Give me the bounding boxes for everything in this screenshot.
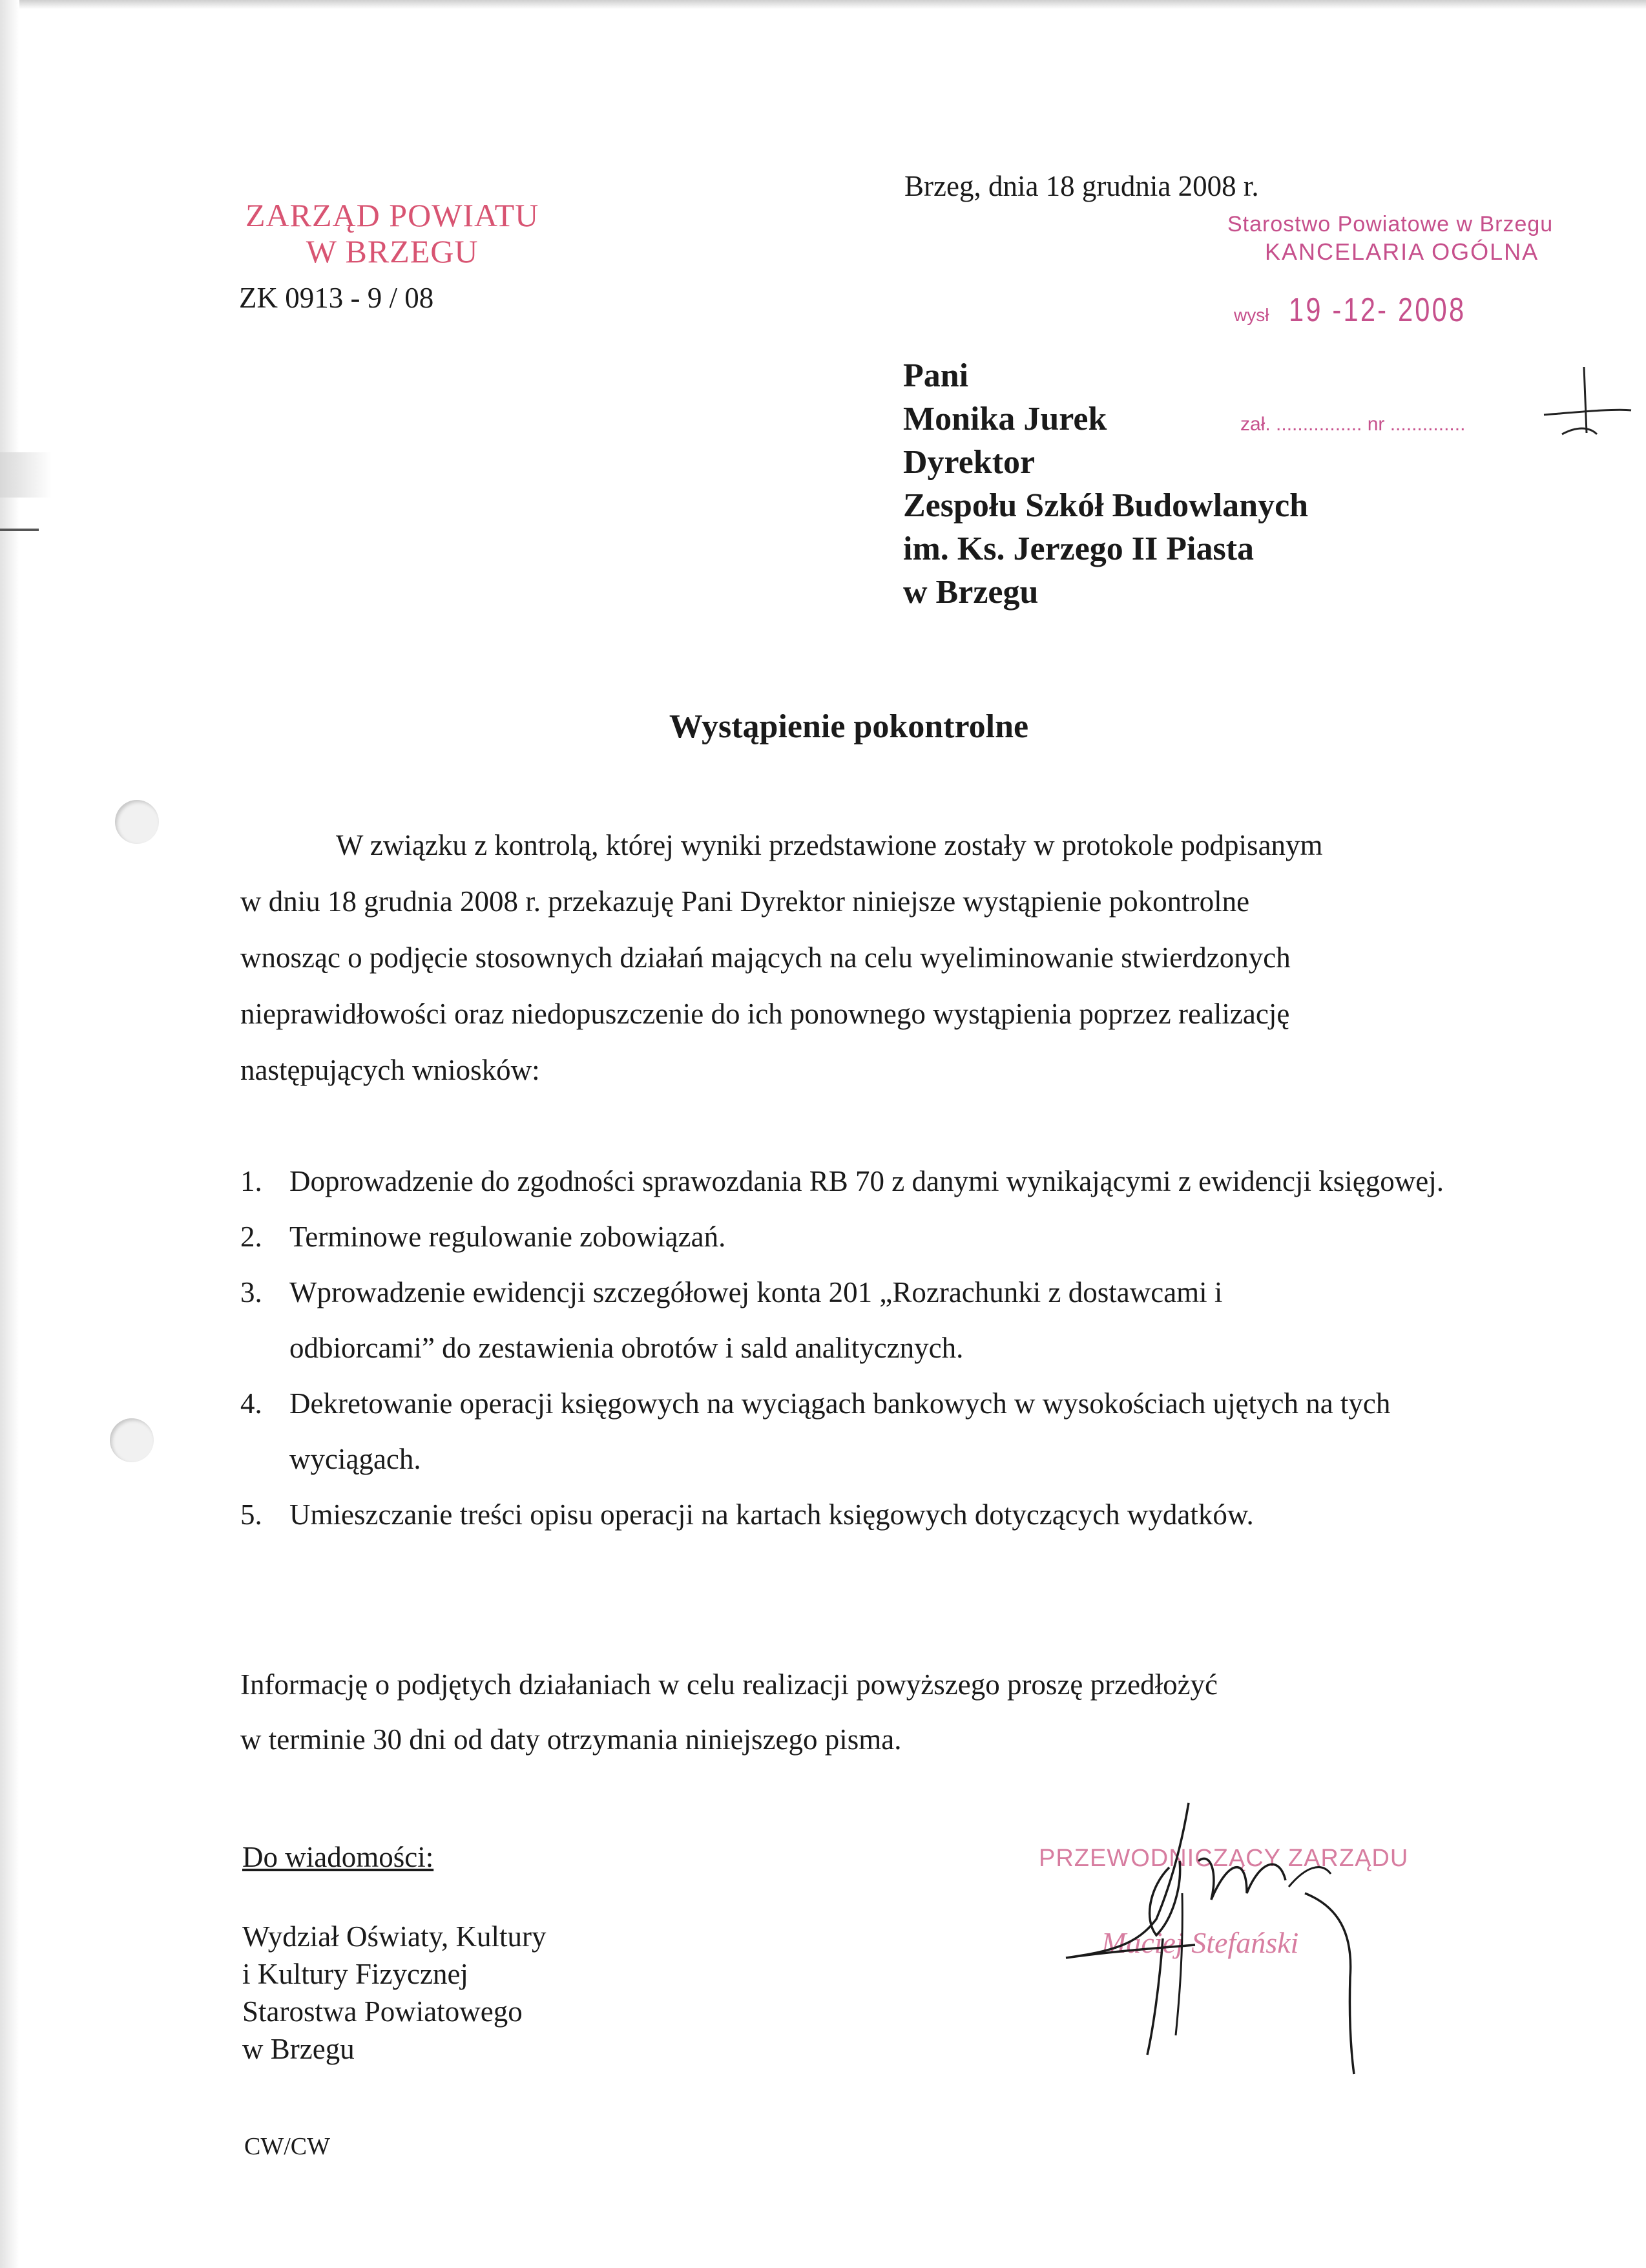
addressee-line: Dyrektor xyxy=(903,444,1036,481)
sent-date: 19 -12- 2008 xyxy=(1288,291,1466,329)
intro-line: wnosząc o podjęcie stosownych działań mających na celu wyeliminowanie stwierdzonych xyxy=(240,941,1291,974)
punch-hole-bottom xyxy=(110,1418,154,1462)
cc-line: i Kultury Fizycznej xyxy=(242,1958,468,1990)
handwritten-signature xyxy=(1034,1790,1421,2100)
punch-hole-top xyxy=(115,800,159,844)
intro-line: nieprawidłowości oraz niedopuszczenie do ich ponownego wystąpienia poprzez realizację xyxy=(240,998,1290,1030)
closing-line: Informację o podjętych działaniach w celu realizacji powyższego proszę przedłożyć xyxy=(240,1668,1218,1701)
cc-line: w Brzegu xyxy=(242,2033,355,2065)
intro-paragraph xyxy=(240,817,1422,1098)
signatory-name-stamp: Maciej Stefański xyxy=(1101,1926,1299,1959)
addressee-line: Monika Jurek xyxy=(903,401,1107,437)
list-item xyxy=(240,1153,1468,1209)
receipt-stamp-attachment: zał. ................ nr .............. xyxy=(1240,414,1466,435)
intro-line: W związku z kontrolą, której wyniki przedstawione zostały w protokole podpisanym xyxy=(336,829,1323,861)
cc-line: Wydział Oświaty, Kultury xyxy=(242,1920,547,1953)
list-item-number: 5. xyxy=(240,1498,262,1531)
issuer-stamp-line-1: ZARZĄD POWIATU xyxy=(245,197,539,233)
cc-recipients xyxy=(242,1918,547,2068)
scan-edge-left xyxy=(0,0,19,2268)
list-item xyxy=(240,1487,1468,1542)
closing-paragraph xyxy=(240,1657,1218,1767)
document-title: Wystąpienie pokontrolne xyxy=(669,708,1029,745)
addressee-line: Zespołu Szkół Budowlanych xyxy=(903,487,1309,524)
cc-line: Starostwa Powiatowego xyxy=(242,1995,523,2028)
list-item-text: Terminowe regulowanie zobowiązań. xyxy=(289,1221,726,1253)
issuer-stamp-line-2: W BRZEGU xyxy=(306,233,479,269)
author-initials: CW/CW xyxy=(244,2133,330,2160)
list-item-text: Doprowadzenie do zgodności sprawozdania RB 70 z danymi wynikającymi z ewidencji księgowej. xyxy=(289,1165,1444,1197)
receipt-stamp-department: KANCELARIA OGÓLNA xyxy=(1265,238,1539,265)
scan-mark xyxy=(0,529,39,531)
addressee-block xyxy=(903,354,1308,614)
list-item-text: Dekretowanie operacji księgowych na wyciągach bankowych w wysokościach ujętych na tych wyciągach. xyxy=(289,1387,1391,1475)
list-item-number: 3. xyxy=(240,1276,262,1308)
issuer-stamp xyxy=(245,197,539,269)
cc-heading: Do wiadomości: xyxy=(242,1841,434,1873)
addressee-line: im. Ks. Jerzego II Piasta xyxy=(903,530,1255,567)
list-item-text: Umieszczanie treści opisu operacji na kartach księgowych dotyczących wydatków. xyxy=(289,1498,1254,1531)
handwritten-mark xyxy=(1525,362,1646,446)
intro-line: następujących wniosków: xyxy=(240,1054,540,1086)
list-item-number: 1. xyxy=(240,1165,262,1197)
closing-line: w terminie 30 dni od daty otrzymania niniejszego pisma. xyxy=(240,1723,902,1756)
requests-list xyxy=(240,1153,1468,1542)
addressee-line: Pani xyxy=(903,357,969,394)
document-title-wrapper xyxy=(0,708,1646,746)
scan-edge-shadow xyxy=(0,452,52,498)
list-item xyxy=(240,1265,1468,1376)
place-date: Brzeg, dnia 18 grudnia 2008 r. xyxy=(904,170,1259,202)
signatory-role-stamp: PRZEWODNICZĄCY ZARZĄDU xyxy=(1039,1845,1409,1872)
receipt-stamp-sent xyxy=(1234,291,1510,330)
addressee-line: w Brzegu xyxy=(903,574,1039,611)
receipt-stamp-office: Starostwo Powiatowe w Brzegu xyxy=(1227,212,1554,236)
scan-edge-top xyxy=(0,0,1646,9)
list-item-text: Wprowadzenie ewidencji szczegółowej konta 201 „Rozrachunki z dostawcami i odbiorcami” do zestawienia obrotów i sald analitycznych. xyxy=(289,1276,1223,1364)
list-item-number: 2. xyxy=(240,1221,262,1253)
list-item xyxy=(240,1376,1468,1487)
list-item xyxy=(240,1209,1468,1265)
intro-line: w dniu 18 grudnia 2008 r. przekazuję Pani Dyrektor niniejsze wystąpienie pokontrolne xyxy=(240,885,1250,918)
list-item-number: 4. xyxy=(240,1387,262,1420)
reference-number: ZK 0913 - 9 / 08 xyxy=(239,282,434,314)
sent-label: wysł xyxy=(1234,305,1269,325)
receipt-stamp xyxy=(1227,212,1553,266)
